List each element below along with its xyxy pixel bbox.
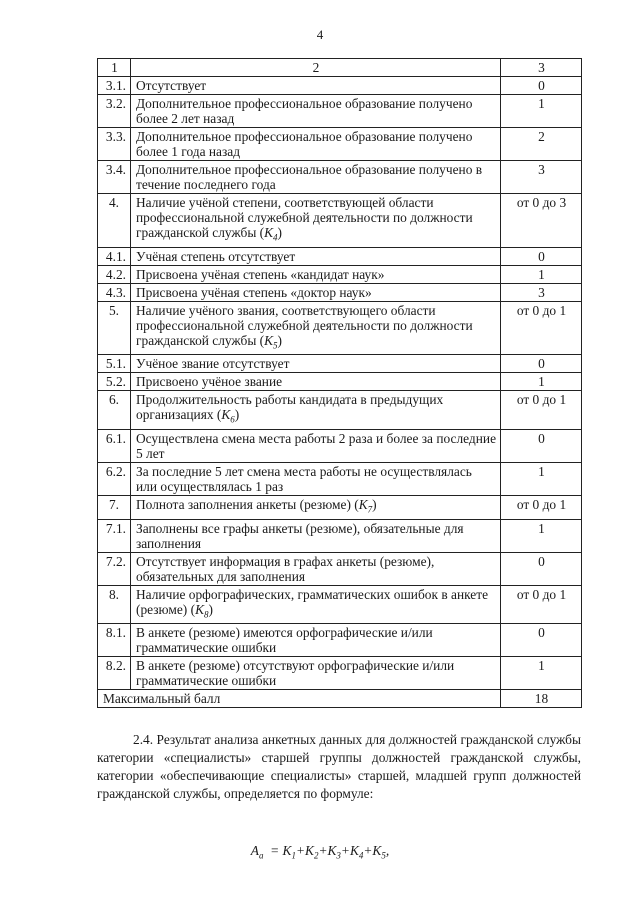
row-number: 3.3. — [98, 128, 131, 161]
row-criterion — [131, 301, 501, 355]
row-criterion-text: За последние 5 лет смена места работы не осуществлялась или осуществлялась 1 раз — [136, 464, 472, 495]
row-score: 1 — [501, 373, 582, 391]
row-score: 0 — [501, 624, 582, 657]
row-criterion — [131, 391, 501, 430]
row-criterion-text: Дополнительное профессиональное образование получено более 1 года назад — [136, 129, 473, 159]
row-number: 6. — [98, 391, 131, 430]
formula-term: , — [385, 843, 390, 858]
row-number: 7.1. — [98, 519, 131, 552]
row-criterion — [131, 624, 501, 657]
formula-term: +K — [318, 843, 337, 858]
row-score: 0 — [501, 247, 582, 265]
formula-equals: = — [266, 843, 283, 858]
row-criterion — [131, 95, 501, 128]
coefficient-letter: К — [264, 332, 274, 348]
row-number: 5.2. — [98, 373, 131, 391]
table-row — [98, 301, 582, 355]
row-score: 0 — [501, 77, 582, 95]
formula-subscript: 3 — [336, 850, 341, 861]
coefficient-letter: К — [195, 601, 204, 617]
row-criterion-tail: ) — [234, 407, 240, 423]
row-score: 3 — [501, 161, 582, 194]
formula-rhs — [282, 843, 390, 861]
coefficient-letter: К — [221, 407, 231, 423]
table-row — [98, 624, 582, 657]
row-score: 0 — [501, 552, 582, 585]
column-header-number: 1 — [98, 59, 131, 77]
table-row — [98, 373, 582, 391]
coefficient-subscript: 5 — [273, 340, 278, 351]
row-criterion — [131, 430, 501, 463]
row-number: 4.1. — [98, 247, 131, 265]
row-criterion-text: Отсутствует — [136, 78, 207, 93]
row-number: 3.2. — [98, 95, 131, 128]
row-score: от 0 до 1 — [501, 391, 582, 430]
row-criterion-text: Наличие орфографических, грамматических ошибок в анкете (резюме) (К — [136, 586, 489, 617]
row-criterion — [131, 552, 501, 585]
row-criterion — [131, 373, 501, 391]
row-criterion — [131, 585, 501, 624]
row-criterion — [131, 496, 501, 520]
table-row — [98, 657, 582, 690]
table-body — [98, 77, 582, 690]
row-score: 0 — [501, 355, 582, 373]
row-criterion-text: В анкете (резюме) отсутствуют орфографические и/или грамматические ошибки — [136, 658, 455, 689]
row-number: 8.1. — [98, 624, 131, 657]
row-number: 5.1. — [98, 355, 131, 373]
row-criterion-text: Присвоена учёная степень «кандидат наук» — [136, 266, 385, 282]
total-label: Максимальный балл — [98, 690, 501, 708]
total-row — [98, 690, 582, 708]
row-criterion — [131, 657, 501, 690]
row-criterion-text: Учёное звание отсутствует — [136, 356, 290, 372]
row-score: 1 — [501, 463, 582, 496]
row-criterion — [131, 283, 501, 301]
row-number: 5. — [98, 301, 131, 355]
total-value: 18 — [501, 690, 582, 708]
row-criterion — [131, 161, 501, 194]
coefficient-subscript: 6 — [230, 415, 235, 426]
row-score: 2 — [501, 128, 582, 161]
formula-term: +K — [295, 843, 314, 858]
row-score: от 0 до 1 — [501, 301, 582, 355]
table-row — [98, 552, 582, 585]
row-score: 1 — [501, 519, 582, 552]
coefficient-letter: К — [358, 497, 368, 513]
row-criterion — [131, 77, 501, 95]
table-row — [98, 161, 582, 194]
row-number: 4.3. — [98, 283, 131, 301]
row-score: 0 — [501, 430, 582, 463]
table-row — [98, 585, 582, 624]
row-number: 3.4. — [98, 161, 131, 194]
row-number: 3.1. — [98, 77, 131, 95]
formula-lhs: A — [250, 843, 259, 858]
coefficient-letter: К — [264, 225, 274, 240]
formula-subscript: 1 — [291, 850, 296, 861]
table-row — [98, 283, 582, 301]
row-number: 7. — [98, 496, 131, 520]
row-number: 7.2. — [98, 552, 131, 585]
table-row — [98, 128, 582, 161]
table-row — [98, 391, 582, 430]
coefficient-subscript: 8 — [203, 609, 209, 620]
row-criterion — [131, 194, 501, 248]
row-criterion-text: Отсутствует информация в графах анкеты (резюме), обязательных для заполнения — [136, 553, 435, 584]
row-criterion-text: Наличие учёного звания, соответствующего области профессиональной служебной деятельности по должности гражданской службы (К — [136, 302, 473, 348]
formula — [0, 843, 640, 861]
table-row — [98, 77, 582, 95]
formula-lhs-sub: a — [258, 850, 264, 861]
row-criterion-text: Осуществлена смена места работы 2 раза и более за последние 5 лет — [136, 431, 497, 462]
formula-subscript: 4 — [358, 850, 364, 861]
row-criterion-text: Заполнены все графы анкеты (резюме), обязательные для заполнения — [136, 520, 464, 551]
table-row — [98, 95, 582, 128]
table-row — [98, 265, 582, 283]
coefficient-subscript: 4 — [273, 232, 278, 243]
formula-term: +K — [340, 843, 359, 858]
row-criterion-tail: ) — [277, 332, 282, 348]
formula-term: K — [282, 843, 292, 858]
row-score: 1 — [501, 95, 582, 128]
row-number: 8. — [98, 585, 131, 624]
row-criterion-text: Присвоено учёное звание — [136, 374, 283, 390]
row-score: 1 — [501, 265, 582, 283]
row-score: от 0 до 3 — [501, 194, 582, 248]
row-criterion-text: Продолжительность работы кандидата в предыдущих организациях (К — [136, 392, 444, 423]
table-header-row — [98, 59, 582, 77]
row-criterion-text: Учёная степень отсутствует — [136, 248, 296, 264]
row-criterion-text: Наличие учёной степени, соответствующей области профессиональной служебной деятельности по должности гражданской службы (К — [136, 195, 473, 240]
row-criterion-text: Полнота заполнения анкеты (резюме) (К — [136, 497, 368, 513]
row-criterion — [131, 265, 501, 283]
row-criterion — [131, 247, 501, 265]
criteria-table — [97, 58, 582, 708]
table-row — [98, 519, 582, 552]
table-row — [98, 247, 582, 265]
row-criterion-text: Дополнительное профессиональное образование получено более 2 лет назад — [136, 96, 473, 126]
row-criterion-tail: ) — [208, 601, 213, 617]
paragraph-2-4: 2.4. Результат анализа анкетных данных для должностей гражданской службы категории «специалисты» старшей группы должностей гражданской службы, категории «обеспечивающие специалисты» старшей, младшей групп должностей гражданской службы, определяется по формуле: — [97, 732, 581, 801]
table-row — [98, 430, 582, 463]
row-number: 4. — [98, 194, 131, 248]
row-criterion-tail: ) — [277, 225, 282, 240]
formula-subscript: 5 — [381, 850, 386, 861]
row-criterion — [131, 519, 501, 552]
row-criterion-text: В анкете (резюме) имеются орфографические и/или грамматические ошибки — [136, 625, 433, 656]
row-criterion-text: Дополнительное профессиональное образование получено в течение последнего года — [136, 162, 483, 192]
column-header-score: 3 — [501, 59, 582, 77]
row-number: 8.2. — [98, 657, 131, 690]
page-number: 4 — [316, 27, 324, 42]
table-row — [98, 355, 582, 373]
row-criterion — [131, 355, 501, 373]
row-score: от 0 до 1 — [501, 585, 582, 624]
row-criterion-text: Присвоена учёная степень «доктор наук» — [136, 284, 372, 300]
coefficient-subscript: 7 — [367, 504, 373, 515]
column-header-criterion: 2 — [131, 59, 501, 77]
formula-term: +K — [363, 843, 382, 858]
row-criterion — [131, 128, 501, 161]
table-row — [98, 194, 582, 248]
row-number: 6.2. — [98, 463, 131, 496]
row-number: 6.1. — [98, 430, 131, 463]
table-row — [98, 496, 582, 520]
row-criterion — [131, 463, 501, 496]
row-score: 1 — [501, 657, 582, 690]
row-number: 4.2. — [98, 265, 131, 283]
formula-subscript: 2 — [313, 850, 319, 861]
row-score: 3 — [501, 283, 582, 301]
row-criterion-tail: ) — [372, 497, 377, 513]
row-score: от 0 до 1 — [501, 496, 582, 520]
table-row — [98, 463, 582, 496]
